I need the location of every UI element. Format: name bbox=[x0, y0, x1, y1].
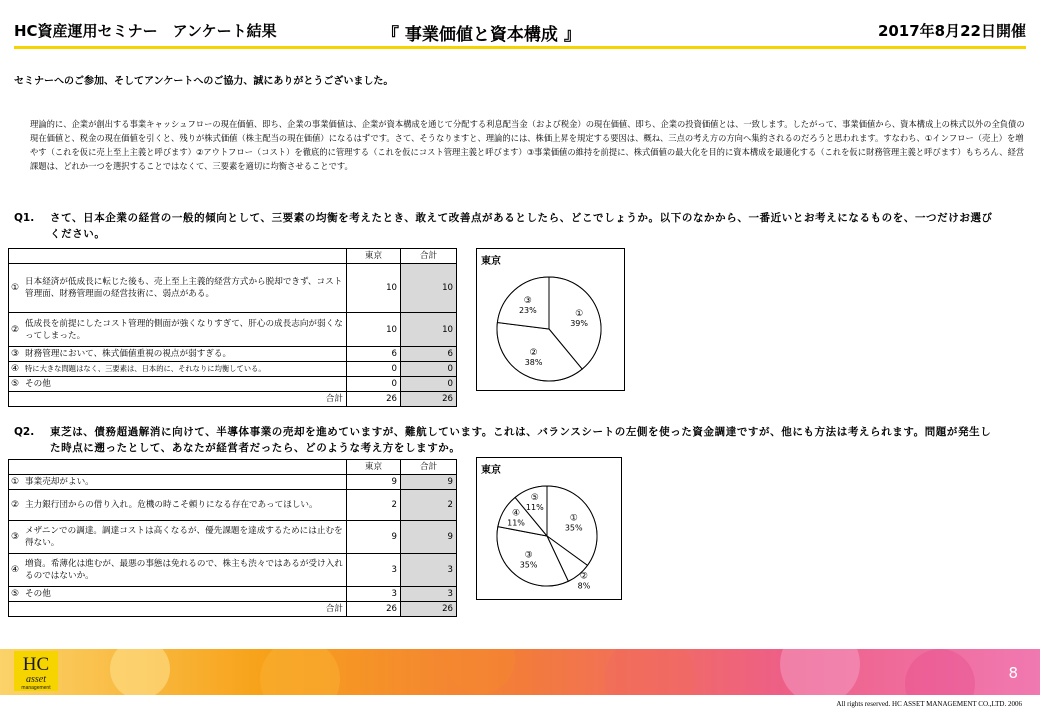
option-number: ④ bbox=[11, 364, 20, 374]
tokyo-count: 2 bbox=[347, 490, 401, 521]
logo-hc-text: HC bbox=[22, 654, 50, 675]
company-logo bbox=[14, 651, 58, 691]
pie-slice-percent: 11% bbox=[507, 518, 525, 528]
option-label: 特に大きな問題はなく、三要素は、日本的に、それなりに均衡している。 bbox=[25, 364, 266, 373]
table-row bbox=[9, 554, 457, 587]
question-2-table bbox=[8, 459, 457, 617]
option-label: メザニンでの調達。調達コストは高くなるが、優先課題を達成するためには止むを得ない。 bbox=[25, 526, 343, 548]
pie-slice-number: ③ bbox=[523, 295, 532, 306]
pie-chart-svg bbox=[477, 249, 626, 392]
option-number: ③ bbox=[11, 349, 20, 359]
question-2-pie-chart bbox=[476, 457, 622, 600]
table-corner bbox=[9, 460, 347, 475]
sum-total: 26 bbox=[401, 392, 457, 407]
total-count: 6 bbox=[401, 347, 457, 362]
table-row bbox=[9, 521, 457, 554]
question-1-number: Q1. bbox=[14, 212, 35, 224]
sum-label: 合計 bbox=[9, 602, 347, 617]
option-number: ④ bbox=[11, 565, 20, 575]
pie-slice-percent: 35% bbox=[519, 560, 538, 570]
question-1-table bbox=[8, 248, 457, 407]
table-row bbox=[9, 377, 457, 392]
question-2-text: 東芝は、債務超過解消に向けて、半導体事業の売却を進めていますが、難航しています。これは、バランスシートの左側を使った資金調達ですが、他にも方法は考えられます。問題が発生した時点に遡ったとして、あなたが経営者だったら、どのような考え方をしますか。 bbox=[50, 426, 992, 454]
option-label: その他 bbox=[25, 589, 51, 599]
option-number: ③ bbox=[11, 532, 20, 542]
table-row bbox=[9, 347, 457, 362]
tokyo-count: 9 bbox=[347, 475, 401, 490]
header-date: 2017年8月22日開催 bbox=[877, 22, 1026, 40]
col-tokyo-header: 東京 bbox=[347, 249, 401, 264]
tokyo-count: 10 bbox=[347, 264, 401, 313]
tokyo-count: 10 bbox=[347, 313, 401, 347]
pie-slice-number: ① bbox=[575, 309, 584, 320]
pie-slice-number: ② bbox=[579, 571, 589, 582]
option-number: ② bbox=[11, 324, 20, 335]
table-row bbox=[9, 587, 457, 602]
option-label: 主力銀行団からの借り入れ。危機の時こそ頼りになる存在であってほしい。 bbox=[25, 500, 318, 510]
col-total-header: 合計 bbox=[401, 249, 457, 264]
header-divider bbox=[14, 46, 1026, 49]
page-header bbox=[14, 6, 1026, 46]
tokyo-count: 3 bbox=[347, 587, 401, 602]
option-label: 日本経済が低成長に転じた後も、売上至上主義的経営方式から脱却できず、コスト管理面、財務管理面の経営技術に、弱点がある。 bbox=[25, 277, 343, 299]
sum-tokyo: 26 bbox=[347, 602, 401, 617]
question-1-text: さて、日本企業の経営の一般的傾向として、三要素の均衡を考えたとき、敢えて改善点があるとしたら、どこでしょうか。以下のなかから、一番近いとお考えになるものを、一つだけお選びください。 bbox=[50, 212, 993, 240]
tokyo-count: 3 bbox=[347, 554, 401, 587]
total-count: 9 bbox=[401, 521, 457, 554]
pie-slice-percent: 38% bbox=[524, 358, 543, 368]
table-row bbox=[9, 313, 457, 347]
tokyo-count: 6 bbox=[347, 347, 401, 362]
total-count: 2 bbox=[401, 490, 457, 521]
pie-slice-percent: 23% bbox=[518, 305, 537, 315]
total-count: 3 bbox=[401, 554, 457, 587]
pie-slice-number: ④ bbox=[511, 508, 521, 519]
pie-chart-svg bbox=[477, 458, 623, 601]
total-count: 10 bbox=[401, 313, 457, 347]
logo-asset-text: asset bbox=[26, 674, 46, 685]
header-seminar-title: HC資産運用セミナー アンケート結果 bbox=[14, 22, 277, 40]
option-label: 財務管理において、株式価値重視の視点が弱すぎる。 bbox=[25, 349, 232, 359]
total-count: 10 bbox=[401, 264, 457, 313]
table-row bbox=[9, 264, 457, 313]
copyright-notice: All rights reserved. HC ASSET MANAGEMENT CO.,LTD. 2006 bbox=[836, 700, 1022, 708]
pie-slice-number: ① bbox=[569, 513, 578, 524]
sum-tokyo: 26 bbox=[347, 392, 401, 407]
col-total-header: 合計 bbox=[401, 460, 457, 475]
option-label: 増資。希薄化は進むが、最悪の事態は免れるので、株主も渋々ではあるが受け入れるのではないか。 bbox=[25, 559, 343, 581]
table-row bbox=[9, 362, 457, 377]
option-number: ② bbox=[11, 500, 20, 510]
logo-management-text: management bbox=[21, 685, 51, 691]
pie-slice-number: ⑤ bbox=[530, 493, 539, 504]
total-count: 3 bbox=[401, 587, 457, 602]
col-tokyo-header: 東京 bbox=[347, 460, 401, 475]
option-number: ⑤ bbox=[11, 589, 20, 599]
pie-title: 東京 bbox=[481, 465, 501, 476]
thanks-message: セミナーへのご参加、そしてアンケートへのご協力、誠にありがとうございました。 bbox=[14, 76, 394, 87]
question-2-number: Q2. bbox=[14, 426, 35, 438]
footer-decorative-band bbox=[0, 649, 1040, 695]
pie-slice-percent: 8% bbox=[577, 581, 591, 591]
pie-title: 東京 bbox=[481, 256, 501, 267]
tokyo-count: 0 bbox=[347, 362, 401, 377]
option-number: ① bbox=[11, 283, 20, 293]
tokyo-count: 0 bbox=[347, 377, 401, 392]
header-topic: 『 事業価値と資本構成 』 bbox=[382, 25, 581, 45]
pie-slice-percent: 11% bbox=[525, 503, 544, 513]
pie-slice-number: ② bbox=[529, 348, 538, 359]
logo-mark bbox=[14, 651, 58, 691]
total-count: 0 bbox=[401, 377, 457, 392]
option-number: ① bbox=[11, 477, 20, 487]
tokyo-count: 9 bbox=[347, 521, 401, 554]
sum-label: 合計 bbox=[9, 392, 347, 407]
question-1-pie-chart bbox=[476, 248, 625, 391]
option-number: ⑤ bbox=[11, 379, 20, 389]
pie-slice-number: ③ bbox=[524, 550, 533, 561]
option-label: 事業売却がよい。 bbox=[25, 477, 94, 487]
sum-total: 26 bbox=[401, 602, 457, 617]
option-label: その他 bbox=[25, 379, 51, 389]
intro-paragraph: 理論的に、企業が創出する事業キャッシュフローの現在価値、即ち、企業の事業価値は、企業が資本構成を通じて分配する利息配当金（および税金）の現在価値、即ち、企業の投資価値とは、一致します。したがって、事業価値から、資本構成上の株式以外の全負債の現在価値と、税金の現在価値を引くと、残りが株式価値（株主配当の現在価値）になるはずです。さて、そうなりますと、理論的には、株価上昇を規定する要因は、概ね、三点の考え方の方向へ集約されるのだろうと思われます。すなわち、①インフロー（売上）を増やす（これを仮に売上至上主義と呼びます）②アウトフロー（コスト）を徹底的に管理する（これを仮にコスト管理主義と呼びます）③事業価値の維持を前提に、株式価値の最大化を目的に資本構成を最適化する（これを仮に財務管理主義と呼びます）もちろん、経営課題は、どれか一つを選択することではなくて、三要素を適切に均衡させることです。 bbox=[30, 119, 1025, 171]
page-number: 8 bbox=[1008, 664, 1018, 682]
table-corner bbox=[9, 249, 347, 264]
pie-slice-percent: 39% bbox=[570, 319, 588, 329]
total-count: 0 bbox=[401, 362, 457, 377]
total-count: 9 bbox=[401, 475, 457, 490]
table-row bbox=[9, 475, 457, 490]
table-sum-row bbox=[9, 602, 457, 617]
option-label: 低成長を前提にしたコスト管理的側面が強くなりすぎて、肝心の成長志向が弱くなってしまった。 bbox=[25, 318, 343, 341]
table-sum-row bbox=[9, 392, 457, 407]
table-row bbox=[9, 490, 457, 521]
pie-slice-percent: 35% bbox=[564, 523, 583, 533]
